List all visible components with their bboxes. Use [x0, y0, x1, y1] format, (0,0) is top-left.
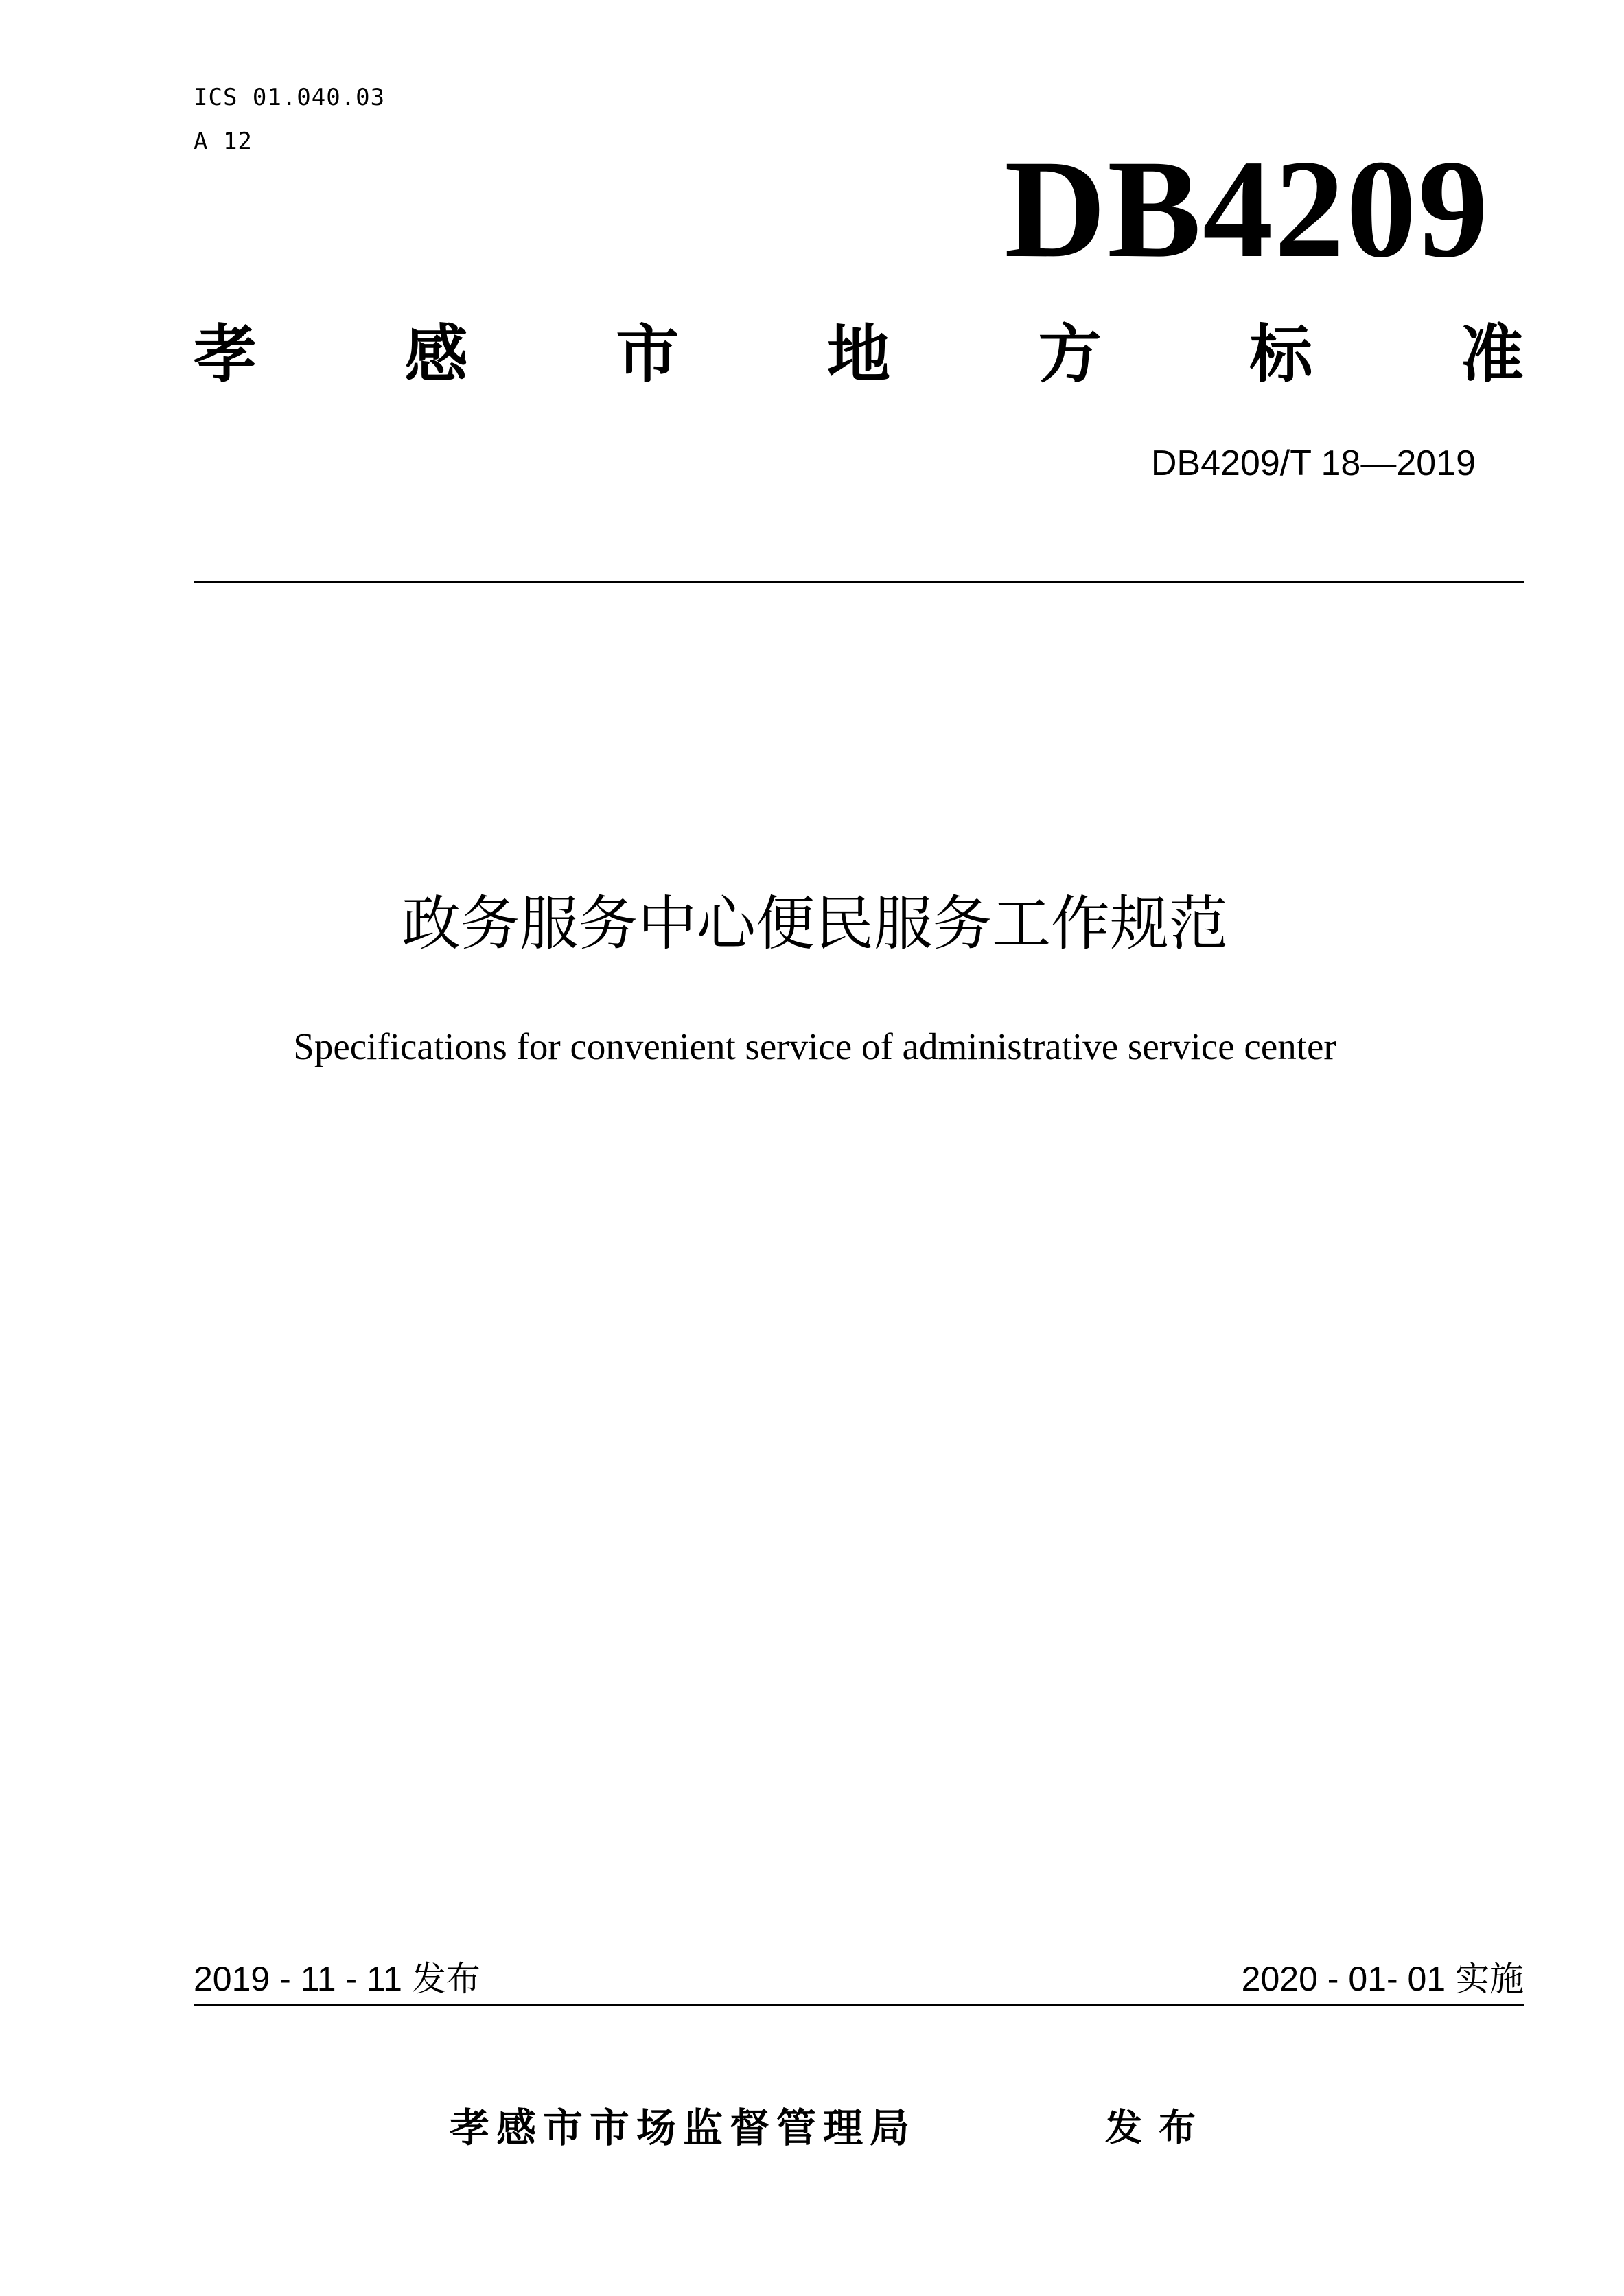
classification-code: A 12 — [194, 128, 253, 155]
standard-type-char: 市 — [616, 318, 680, 391]
standard-type-char: 方 — [1038, 318, 1102, 391]
standard-number: DB4209/T 18—2019 — [1150, 443, 1476, 483]
implementation-date: 2020 - 01- 01 实施 — [1241, 1960, 1524, 1998]
standard-type-char: 感 — [404, 318, 468, 391]
standard-type-heading — [194, 317, 1524, 393]
ics-code: ICS 01.040.03 — [194, 84, 386, 111]
standard-type-char: 标 — [1249, 318, 1313, 391]
standard-type-char: 孝 — [194, 318, 257, 391]
issuing-authority: 孝感市市场监督管理局 — [450, 2104, 917, 2151]
standard-type-char: 准 — [1460, 318, 1524, 391]
issue-date: 2019 - 11 - 11 发布 — [194, 1960, 480, 1998]
top-divider — [194, 581, 1524, 583]
title-chinese: 政务服务中心便民服务工作规范 — [402, 890, 1228, 958]
title-english: Specifications for convenient service of administrative service center — [293, 1025, 1336, 1067]
standard-type-char: 地 — [826, 318, 890, 391]
standard-mark: DB4209 — [1004, 131, 1489, 287]
bottom-divider — [194, 2004, 1524, 2006]
issue-label: 发布 — [1105, 2106, 1212, 2149]
